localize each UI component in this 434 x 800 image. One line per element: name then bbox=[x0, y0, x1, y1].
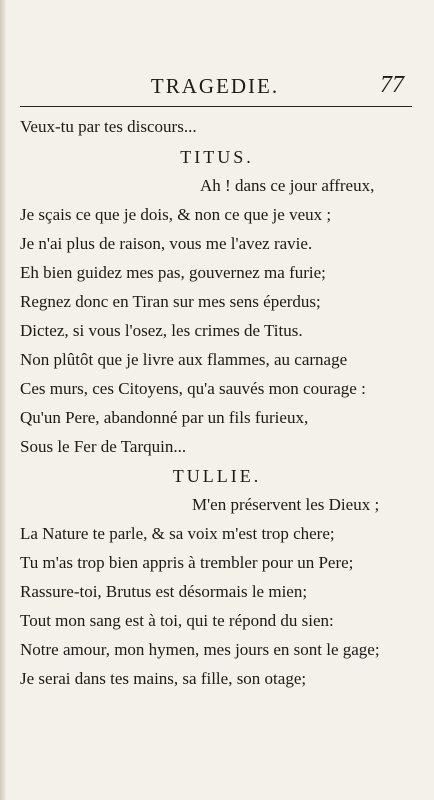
header-rule bbox=[20, 106, 412, 107]
speaker-name: TITUS. bbox=[180, 147, 254, 167]
verse-line: Tout mon sang est à toi, qui te répond du sien: bbox=[20, 611, 334, 630]
verse-line: Ces murs, ces Citoyens, qu'a sauvés mon courage : bbox=[20, 379, 366, 398]
verse-line: Ah ! dans ce jour affreux, bbox=[200, 176, 375, 195]
verse-line: Non plûtôt que je livre aux flammes, au carnage bbox=[20, 350, 348, 369]
verse-line: Sous le Fer de Tarquin... bbox=[20, 437, 187, 456]
verse-line: Rassure-toi, Brutus est désormais le mien; bbox=[20, 582, 308, 601]
speaker-name: TULLIE. bbox=[172, 466, 262, 486]
verse-line: Notre amour, mon hymen, mes jours en sont le gage; bbox=[20, 640, 380, 659]
verse-line: Tu m'as trop bien appris à trembler pour un Pere; bbox=[20, 553, 354, 572]
verse-line: Je sçais ce que je dois, & non ce que je veux ; bbox=[20, 205, 332, 224]
verse-line: Veux-tu par tes discours... bbox=[20, 117, 197, 136]
running-title: TRAGEDIE. bbox=[150, 74, 280, 98]
verse-line: La Nature te parle, & sa voix m'est trop chere; bbox=[20, 524, 335, 543]
verse-line: Regnez donc en Tiran sur mes sens éperdus; bbox=[20, 292, 321, 311]
page-header bbox=[20, 70, 412, 104]
verse-line: M'en préservent les Dieux ; bbox=[192, 495, 380, 514]
verse-line: Je serai dans tes mains, sa fille, son otage; bbox=[20, 669, 307, 688]
verse-line: Qu'un Pere, abandonné par un fils furieux, bbox=[20, 408, 309, 427]
verse-line: Eh bien guidez mes pas, gouvernez ma furie; bbox=[20, 263, 326, 282]
page-gutter bbox=[0, 0, 6, 800]
page-number: 77 bbox=[380, 72, 404, 98]
verse-line: Dictez, si vous l'osez, les crimes de Titus. bbox=[20, 321, 303, 340]
verse-line: Je n'ai plus de raison, vous me l'avez ravie. bbox=[20, 234, 313, 253]
